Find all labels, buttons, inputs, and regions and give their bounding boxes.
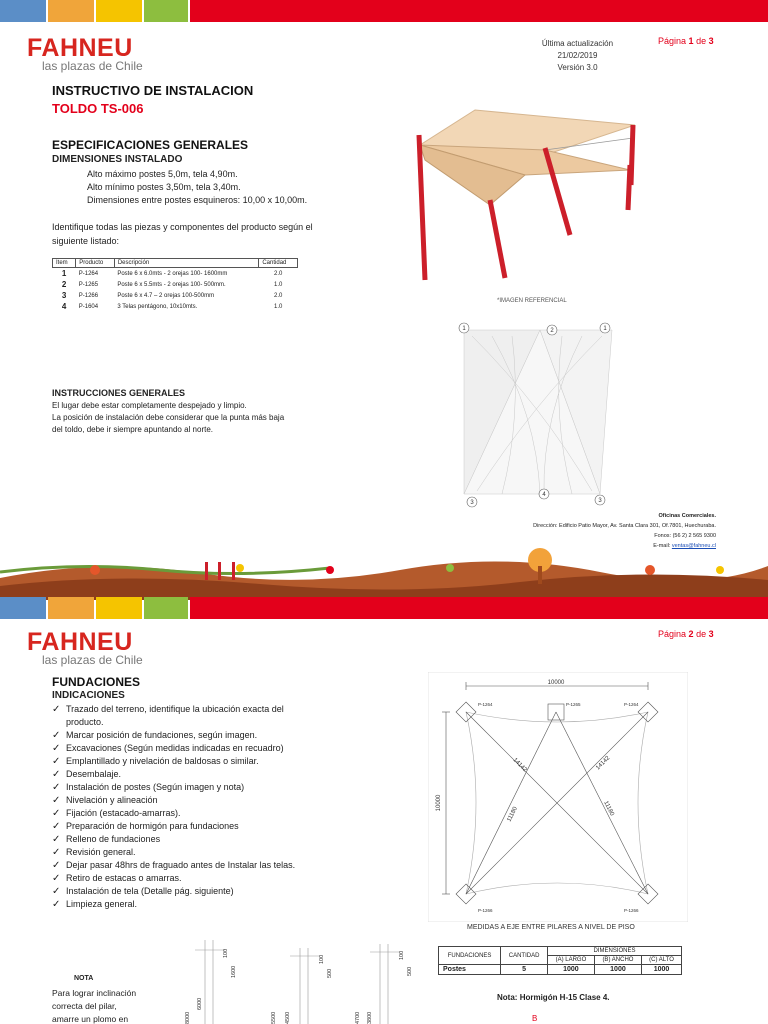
top-stripe-orange <box>48 0 94 22</box>
plan-label: 3 <box>598 498 602 504</box>
update-block <box>520 38 635 74</box>
plan-label: 2 <box>550 328 554 334</box>
instruction-line: del toldo, debe ir siempre apuntando al norte. <box>52 425 213 434</box>
list-item: ✓ Preparación de hormigón para fundaciones <box>52 820 302 833</box>
nota-text <box>52 987 136 1024</box>
post-label: P-1266 <box>478 908 493 913</box>
identify-text: Identifique todas las piezas y componentes del producto según el siguiente listado: <box>52 222 313 246</box>
list-item: ✓ Excavaciones (Según medidas indicadas en recuadro) <box>52 742 302 755</box>
posts-elevation <box>175 930 425 1024</box>
plan-height-label: 10000 <box>436 794 442 812</box>
elevation-label: 5500 <box>271 1011 277 1024</box>
mid-stripe-orange <box>48 597 94 619</box>
doc-title: INSTRUCTIVO DE INSTALACION <box>52 83 254 98</box>
parts-col-qty: Cantidad <box>259 259 298 268</box>
top-stripe-green <box>144 0 188 22</box>
table-row: 3 P-1266 Poste 6 x 4.7 – 2 orejas 100-500mm 2.0 <box>61 291 283 300</box>
dim-max: Alto máximo postes 5,0m, tela 4,90m. <box>87 169 238 179</box>
office-heading: Oficinas Comerciales. <box>658 513 716 519</box>
office-phone: Fonos: (56 2) 2 565 9300 <box>654 533 716 539</box>
plan-caption: MEDIDAS A EJE ENTRE PILARES A NIVEL DE PISO <box>467 924 635 931</box>
brand-logo: FAHNEU <box>27 34 133 62</box>
list-item: ✓ Relleno de fundaciones <box>52 833 302 846</box>
version-label: Versión 3.0 <box>557 63 598 72</box>
nota-line: amarre un plomo en <box>52 1014 129 1024</box>
post-label: P-1264 <box>478 702 493 707</box>
dim-posts: Dimensiones entre postes esquineros: 10,00 x 10,00m. <box>87 195 308 205</box>
table-row: Postes 5 1000 1000 1000 <box>439 965 682 975</box>
plan-width-label: 10000 <box>547 680 565 686</box>
update-label: Última actualización <box>541 39 614 48</box>
update-date: 21/02/2019 <box>557 51 598 60</box>
top-stripe-blue <box>0 0 46 22</box>
brand-logo-page2: FAHNEU <box>27 628 133 656</box>
shade-sail-illustration <box>405 100 665 290</box>
fund-col-a: (A) LARGO <box>548 956 595 965</box>
top-stripe-yellow <box>96 0 142 22</box>
table-row: 4 P-1604 3 Telas pentágono, 10x10mts. 1.0 <box>61 302 283 311</box>
list-item: ✓ Retiro de estacas o amarras. <box>52 872 302 885</box>
list-item: ✓ Limpieza general. <box>52 898 302 911</box>
list-item: ✓ Revisión general. <box>52 846 302 859</box>
parts-col-product: Producto <box>76 259 115 268</box>
table-row: 2 P-1265 Poste 6 x 5.5mts - 2 orejas 100- 500mm. 1.0 <box>61 280 283 289</box>
concrete-note: Nota: Hormigón H-15 Clase 4. <box>497 993 610 1002</box>
fund-col-name: FUNDACIONES <box>439 947 501 965</box>
plan-label: 3 <box>470 500 474 506</box>
page-number-2: Página 2 de 3 <box>658 629 714 639</box>
post-label: P-1265 <box>566 702 581 707</box>
fund-col-c: (C) ALTO <box>642 956 682 965</box>
diagonal-label: 14142 <box>595 755 612 772</box>
office-email-label: E-mail: <box>653 543 671 549</box>
diagonal-label: 11180 <box>506 806 519 823</box>
table-row: 1 P-1264 Poste 6 x 6.0mts - 2 orejas 100- 1600mm 2.0 <box>61 269 283 278</box>
parts-table <box>52 258 298 312</box>
list-item: ✓ Fijación (estacado-amarras). <box>52 807 302 820</box>
footer-landscape <box>0 548 768 600</box>
plan-label: 1 <box>462 326 466 332</box>
elevation-label: 8000 <box>185 1011 191 1024</box>
steps-list <box>52 703 302 911</box>
indications-heading: INDICACIONES <box>52 690 125 701</box>
fund-col-dims: DIMENSIONES <box>548 947 682 956</box>
page-number: Página 1 de 3 <box>658 36 714 46</box>
plan-label: 1 <box>603 326 607 332</box>
mid-stripe-red <box>190 597 768 619</box>
elevation-label: 1600 <box>231 965 237 978</box>
detail-letter: B <box>532 1014 538 1023</box>
plan-label: 4 <box>542 492 546 498</box>
parts-col-item: Item <box>53 259 76 268</box>
parts-col-desc: Descripción <box>114 259 259 268</box>
nota-line: Para lograr inclinación <box>52 988 137 998</box>
list-item: ✓ Desembalaje. <box>52 768 302 781</box>
elevation-label: 3800 <box>367 1011 373 1024</box>
instructions-text <box>52 400 284 436</box>
specs-heading: ESPECIFICACIONES GENERALES <box>52 138 249 152</box>
top-stripe-red <box>190 0 768 22</box>
elevation-label: 4700 <box>355 1011 361 1024</box>
office-email-link[interactable]: ventas@fahneu.cl <box>671 543 716 549</box>
brand-tagline: las plazas de Chile <box>42 59 143 73</box>
elevation-label: 4500 <box>285 1011 291 1024</box>
office-address: Dirección: Edificio Patio Mayor, Av. Santa Clara 301, Of.7801, Huechuraba. <box>533 523 716 529</box>
post-right <box>628 165 630 210</box>
instruction-line: La posición de instalación debe considerar que la punta más baja <box>52 413 285 422</box>
sail-plan-view <box>452 316 632 511</box>
mid-stripe-yellow <box>96 597 142 619</box>
list-item: ✓ Nivelación y alineación <box>52 794 302 807</box>
dims-list <box>87 168 307 207</box>
fund-col-qty: CANTIDAD <box>501 947 548 965</box>
instruction-line: El lugar debe estar completamente despejado y limpio. <box>52 401 247 410</box>
nota-line: correcta del pilar, <box>52 1001 117 1011</box>
foundations-table <box>438 946 682 975</box>
list-item: ✓ Emplantillado y nivelación de baldosas o similar. <box>52 755 302 768</box>
elevation-label: 500 <box>407 966 413 976</box>
diagonal-label: 14142 <box>511 757 528 774</box>
instructions-heading: INSTRUCCIONES GENERALES <box>52 388 186 398</box>
foundation-plan <box>428 672 688 922</box>
dims-heading: DIMENSIONES INSTALADO <box>52 154 183 165</box>
elevation-label: 100 <box>223 948 229 958</box>
post-label: P-1266 <box>624 908 639 913</box>
office-info <box>420 511 716 551</box>
list-item: ✓ Instalación de postes (Según imagen y nota) <box>52 781 302 794</box>
elevation-label: 100 <box>319 954 325 964</box>
fund-col-b: (B) ANCHO <box>594 956 641 965</box>
image-caption: *IMAGEN REFERENCIAL <box>497 298 567 304</box>
post-mid-left <box>490 200 505 278</box>
diagonal-label: 11180 <box>602 800 615 817</box>
list-item: ✓ Instalación de tela (Detalle pág. siguiente) <box>52 885 302 898</box>
dim-min: Alto mínimo postes 3,50m, tela 3,40m. <box>87 182 241 192</box>
brand-tagline-page2: las plazas de Chile <box>42 653 143 667</box>
list-item: ✓ Trazado del terreno, identifique la ubicación exacta del producto. <box>52 703 302 729</box>
nota-heading: NOTA <box>74 975 94 982</box>
mid-stripe-blue <box>0 597 46 619</box>
elevation-label: 500 <box>327 968 333 978</box>
foundations-heading: FUNDACIONES <box>52 675 141 689</box>
post-label: P-1264 <box>624 702 639 707</box>
list-item: ✓ Marcar posición de fundaciones, según imagen. <box>52 729 302 742</box>
product-name: TOLDO TS-006 <box>52 101 144 116</box>
elevation-label: 6000 <box>197 997 203 1010</box>
mid-stripe-green <box>144 597 188 619</box>
elevation-label: 100 <box>399 950 405 960</box>
list-item: ✓ Dejar pasar 48hrs de fraguado antes de Instalar las telas. <box>52 859 302 872</box>
